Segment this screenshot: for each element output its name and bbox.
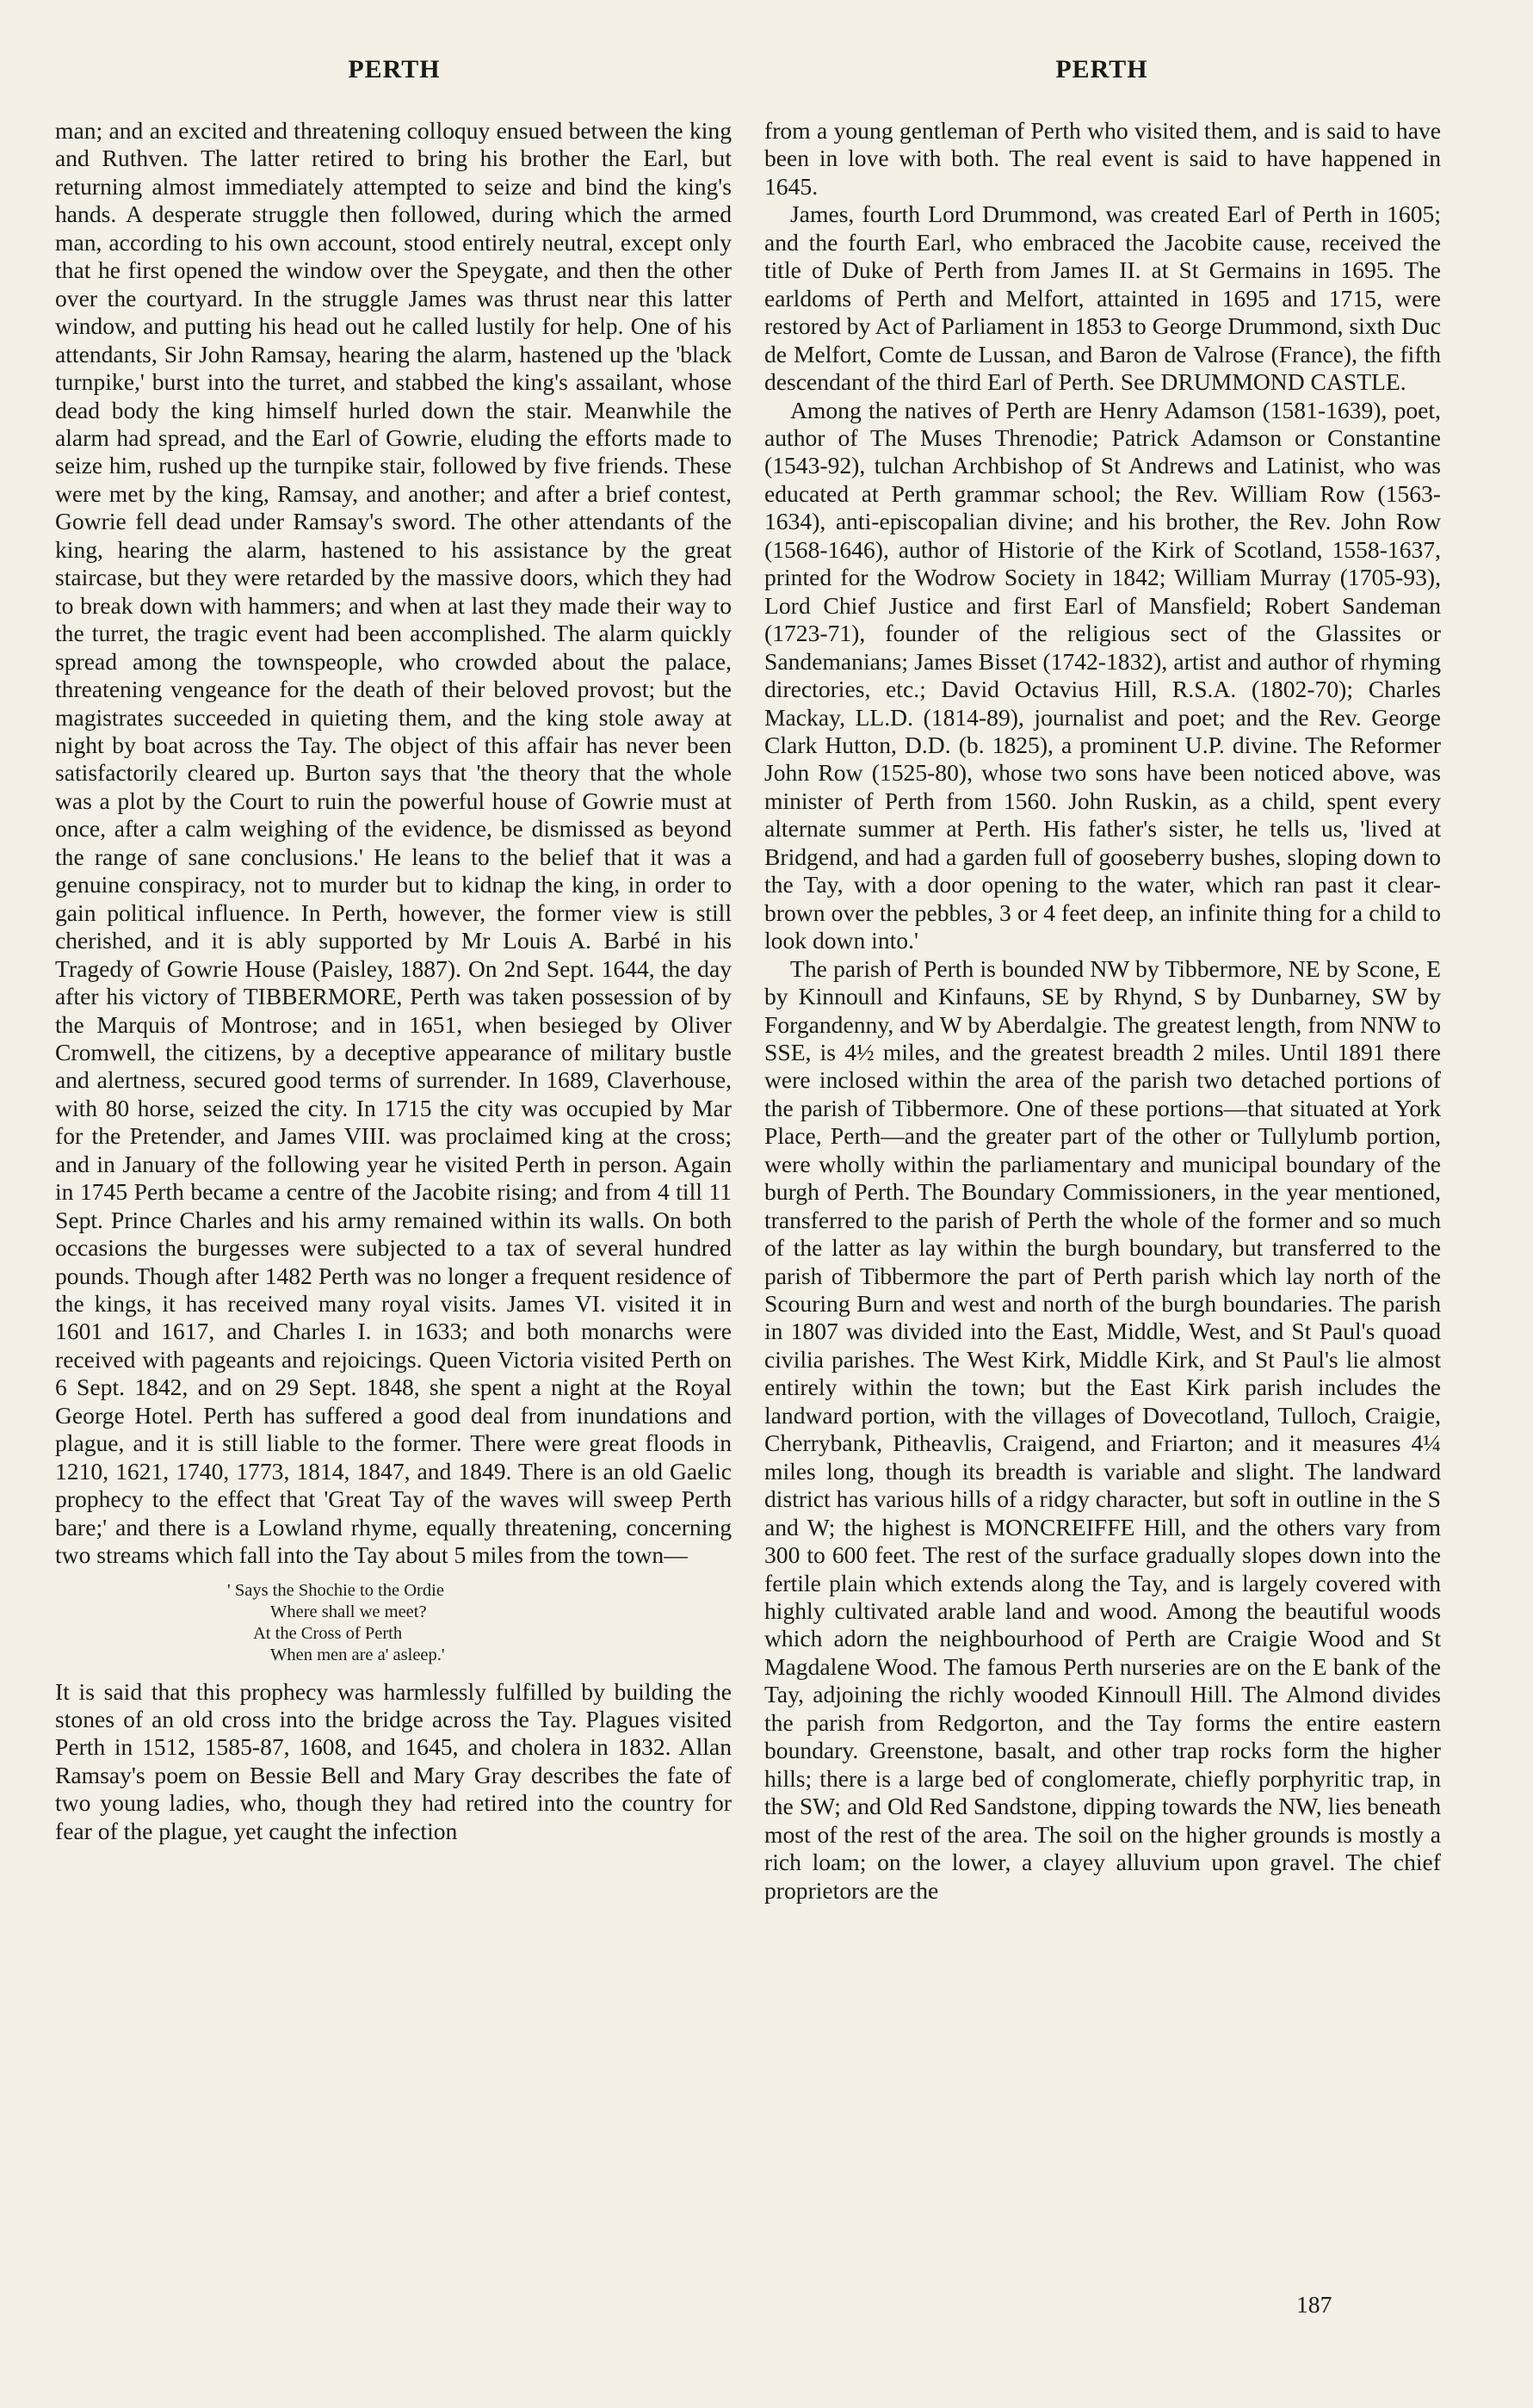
poem-line: ' Says the Shochie to the Ordie — [227, 1580, 444, 1600]
paragraph: James, fourth Lord Drummond, was created Earl of Perth in 1605; and the fourth Earl, who embraced the Jacobite cause, received the title of Duke of Perth from James II. at St Germains in 1695. The earldoms of Perth and Melfort, attainted in 1695 and 1715, were restored by Act of Parliament in 1853 to George Drummond, sixth Duc de Melfort, Comte de Lussan, and Baron de Valrose (France), the fifth descendant of the third Earl of Perth. See DRUMMOND CASTLE. — [764, 201, 1441, 396]
paragraph: The parish of Perth is bounded NW by Tibbermore, NE by Scone, E by Kinnoull and Kinfauns, SE by Rhynd, S by Dunbarney, SW by Forgandenny, and W by Aberdalgie. The greatest length, from NNW to SSE, is 4½ miles, and the greatest breadth 2 miles. Until 1891 there were inclosed within the area of the parish two detached portions of the parish of Tibbermore. One of these portions—that situated at York Place, Perth—and the greater part of the other or Tullylumb portion, were wholly within the parliamentary and municipal boundary of the burgh of Perth. The Boundary Commissioners, in the year mentioned, transferred to the parish of Perth the whole of the former and so much of the latter as lay within the burgh boundary, but transferred to the parish of Tibbermore the part of Perth parish which lay north of the Scouring Burn and west and north of the burgh boundaries. The parish in 1807 was divided into the East, Middle, West, and St Paul's quoad civilia parishes. The West Kirk, Middle Kirk, and St Paul's lie almost entirely within the town; but the East Kirk parish includes the landward portion, with the villages of Dovecotland, Tulloch, Craigie, Cherrybank, Pitheavlis, Craigend, and Friarton; and it measures 4¼ miles long, though its breadth is variable and slight. The landward district has various hills of a ridgy character, but soft in outline in the S and W; the highest is MONCREIFFE Hill, and the others vary from 300 to 600 feet. The rest of the surface gradually slopes down into the fertile plain which extends along the Tay, and is largely covered with highly cultivated arable land and wood. Among the beautiful woods which adorn the neighbourhood of Perth are Craigie Wood and St Magdalene Wood. The famous Perth nurseries are on the E bank of the Tay, adjoining the richly wooded Kinnoull Hill. The Almond divides the parish from Redgorton, and the Tay forms the entire eastern boundary. Greenstone, basalt, and other trap rocks form the higher hills; there is a large bed of conglomerate, chiefly porphyritic trap, in the SW; and Old Red Sandstone, dipping towards the NW, lies beneath most of the rest of the area. The soil on the higher grounds is mostly a rich loam; on the lower, a clayey alluvium upon gravel. The chief proprietors are the — [764, 954, 1441, 1904]
left-column — [55, 117, 732, 1845]
poem-line: Where shall we meet? — [270, 1602, 427, 1621]
running-head-left: PERTH — [348, 55, 441, 83]
paragraph: It is said that this prophecy was harmlessly fulfilled by building the stones of an old cross into the bridge across the Tay. Plagues visited Perth in 1512, 1585-87, 1608, and 1645, and cholera in 1832. Allan Ramsay's poem on Bessie Bell and Mary Gray describes the fate of two young ladies, who, though they had retired into the country for fear of the plague, yet caught the infection — [55, 1677, 732, 1844]
running-head-right: PERTH — [1055, 55, 1148, 83]
paragraph: Among the natives of Perth are Henry Adamson (1581-1639), poet, author of The Muses Threnodie; Patrick Adamson or Constantine (1543-92), tulchan Archbishop of St Andrews and Latinist, who was educated at Perth grammar school; the Rev. William Row (1563-1634), anti-episcopalian divine; and his brother, the Rev. John Row (1568-1646), author of Historie of the Kirk of Scotland, 1558-1637, printed for the Wodrow Society in 1842; William Murray (1705-93), Lord Chief Justice and first Earl of Mansfield; Robert Sandeman (1723-71), founder of the religious sect of the Glassites or Sandemanians; James Bisset (1742-1832), artist and author of rhyming directories, etc.; David Octavius Hill, R.S.A. (1802-70); Charles Mackay, LL.D. (1814-89), journalist and poet; and the Rev. George Clark Hutton, D.D. (b. 1825), a prominent U.P. divine. The Reformer John Row (1525-80), whose two sons have been noticed above, was minister of Perth from 1560. John Ruskin, as a child, spent every alternate summer at Perth. His father's sister, he tells us, 'lived at Bridgend, and had a garden full of gooseberry bushes, sloping down to the Tay, with a door opening to the water, which ran past it clear-brown over the pebbles, 3 or 4 feet deep, an infinite thing for a child to look down into.' — [764, 396, 1441, 954]
paragraph: from a young gentleman of Perth who visited them, and is said to have been in love with both. The real event is said to have happened in 1645. — [764, 117, 1441, 200]
poem-line: When men are a' asleep.' — [270, 1645, 445, 1664]
paragraph: man; and an excited and threatening colloquy ensued between the king and Ruthven. The latter retired to bring his brother the Earl, but returning almost immediately attempted to seize and bind the king's hands. A desperate struggle then followed, during which the armed man, according to his own account, stood entirely neutral, except only that he first opened the window over the Speygate, and then the other over the courtyard. In the struggle James was thrust near this latter window, and putting his head out he called lustily for help. One of his attendants, Sir John Ramsay, hearing the alarm, hastened up the 'black turnpike,' burst into the turret, and stabbed the king's assailant, whose dead body the king himself hurled down the stair. Meanwhile the alarm had spread, and the Earl of Gowrie, eluding the efforts made to seize him, rushed up the turnpike stair, followed by five friends. These were met by the king, Ramsay, and another; and after a brief contest, Gowrie fell dead under Ramsay's sword. The other attendants of the king, hearing the alarm, hastened to his assistance by the great staircase, but they were retarded by the massive doors, which they had to break down with hammers; and when at last they made their way to the turret, the tragic event had been accomplished. The alarm quickly spread among the townspeople, who crowded about the palace, threatening vengeance for the death of their beloved provost; but the magistrates succeeded in quieting them, and the king stole away at night by boat across the Tay. The object of this affair has never been satisfactorily cleared up. Burton says that 'the theory that the whole was a plot by the Court to ruin the powerful house of Gowrie must at once, after a calm weighing of the evidence, be dismissed as beyond the range of sane conclusions.' He leans to the belief that it was a genuine conspiracy, not to murder but to kidnap the king, in order to gain political influence. In Perth, however, the former view is still cherished, and it is ably supported by Mr Louis A. Barbé in his Tragedy of Gowrie House (Paisley, 1887). On 2nd Sept. 1644, the day after his victory of TIBBERMORE, Perth was taken possession of by the Marquis of Montrose; and in 1651, when besieged by Oliver Cromwell, the citizens, by a deceptive appearance of military bustle and alertness, secured good terms of surrender. In 1689, Claverhouse, with 80 horse, seized the city. In 1715 the city was occupied by Mar for the Pretender, and James VIII. was proclaimed king at the cross; and in January of the following year he visited Perth in person. Again in 1745 Perth became a centre of the Jacobite rising; and from 4 till 11 Sept. Prince Charles and his army remained within its walls. On both occasions the burgesses were subjected to a tax of several hundred pounds. Though after 1482 Perth was no longer a frequent residence of the kings, it has received many royal visits. James VI. visited it in 1601 and 1617, and Charles I. in 1633; and both monarchs were received with pageants and rejoicings. Queen Victoria visited Perth on 6 Sept. 1842, and on 29 Sept. 1848, she spent a night at the Royal George Hotel. Perth has suffered a good deal from inundations and plague, and it is still liable to the former. There were great floods in 1210, 1621, 1740, 1773, 1814, 1847, and 1849. There is an old Gaelic prophecy to the effect that 'Great Tay of the waves will sweep Perth bare;' and there is a Lowland rhyme, equally threatening, concerning two streams which fall into the Tay about 5 miles from the town— — [55, 117, 732, 1569]
right-column — [764, 117, 1441, 1905]
poem-quote — [55, 1580, 732, 1666]
page-number: 187 — [1296, 2291, 1332, 2318]
poem-line: At the Cross of Perth — [253, 1623, 403, 1643]
